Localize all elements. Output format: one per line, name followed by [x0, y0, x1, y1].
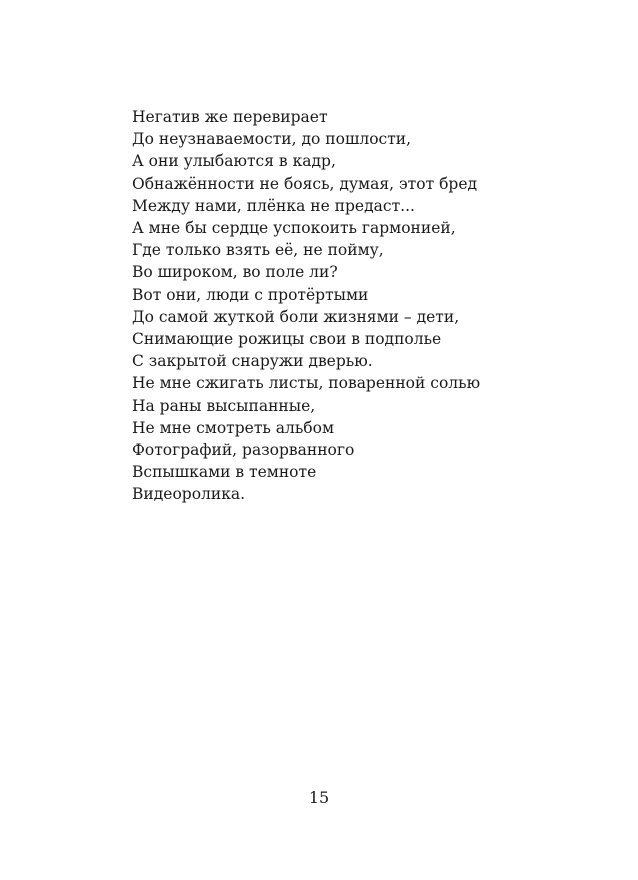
poem-line: А мне бы сердце успокоить гармонией, [132, 219, 456, 238]
poem-line: До неузнаваемости, до пошлости, [132, 130, 412, 149]
poem-line: Вспышками в темноте [132, 463, 317, 482]
poem-line: Вот они, люди с протёртыми [132, 285, 369, 304]
poem-line: Во широком, во поле ли? [132, 263, 338, 282]
poem-text [132, 106, 480, 506]
poem-line: Между нами, плёнка не предаст... [132, 196, 415, 215]
poem-line: С закрытой снаружи дверью. [132, 352, 373, 371]
poem-line: Снимающие рожицы свои в подполье [132, 330, 442, 349]
poem-line: Не мне смотреть альбом [132, 418, 335, 437]
poem-line: Не мне сжигать листы, поваренной солью [132, 374, 481, 393]
page-number: 15 [308, 788, 330, 807]
poem-line: Негатив же перевирает [132, 108, 328, 126]
poem-line: На раны высыпанные, [132, 396, 316, 415]
poem-line: Фотографий, разорванного [132, 441, 355, 460]
poem-line: Обнажённости не боясь, думая, этот бред [132, 174, 478, 193]
poem-line: А они улыбаются в кадр, [132, 152, 336, 171]
poem-line: Видеоролика. [132, 485, 246, 504]
poem-line: До самой жуткой боли жизнями – дети, [132, 307, 460, 326]
poem-line: Где только взять её, не пойму, [132, 241, 384, 260]
